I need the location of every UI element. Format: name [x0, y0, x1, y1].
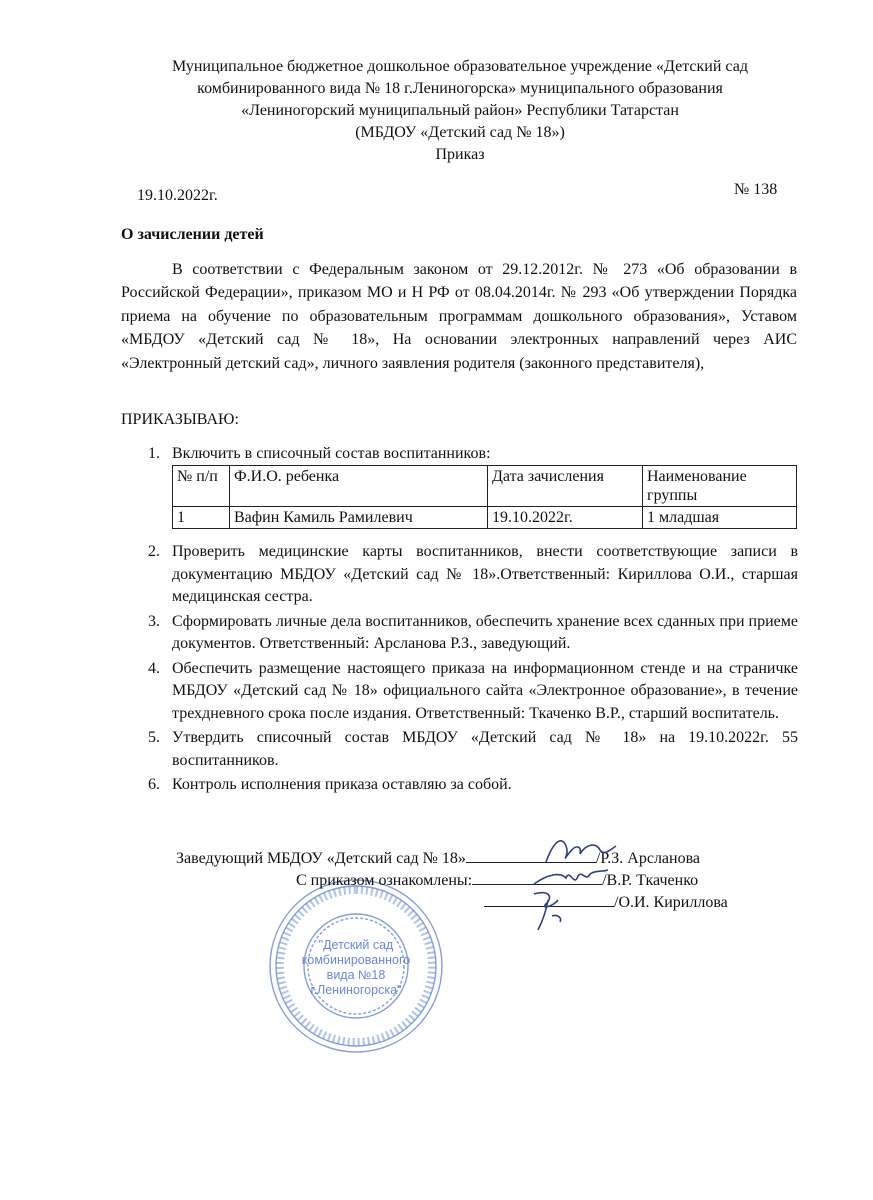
- header-line-1: Муниципальное бюджетное дошкольное образовательное учреждение «Детский сад: [172, 58, 748, 75]
- item-text: Включить в списочный состав воспитанников:: [172, 445, 491, 462]
- stamp-text-4: г.Лениногорска": [310, 983, 402, 997]
- table-header-cell: № п/п: [173, 466, 230, 507]
- ack-label: С приказом ознакомлены:: [296, 872, 473, 889]
- ack-signature-line-1: [296, 870, 698, 892]
- table-cell: 1: [173, 507, 230, 529]
- item-text: Сформировать личные дела воспитанников, обеспечить хранение всех сданных при приеме документов. Ответственный: Арсланова Р.З., заведующий.: [172, 612, 798, 652]
- table-row: [173, 507, 797, 529]
- table-cell: Вафин Камиль Рамилевич: [230, 507, 488, 529]
- children-table: [172, 465, 797, 529]
- order-subject: О зачислении детей: [121, 226, 264, 243]
- ack-name-1: /В.Р. Ткаченко: [602, 872, 699, 889]
- item-text: Утвердить списочный состав МБДОУ «Детский сад № 18» на 19.10.2022г. 55 воспитанников.: [172, 729, 798, 769]
- table-header-row: [173, 466, 797, 507]
- order-date: 19.10.2022г.: [137, 187, 218, 204]
- table-header-cell: Дата зачисления: [488, 466, 643, 507]
- preamble-text: В соответствии с Федеральным законом от 29.12.2012г. № 273 «Об образовании в Российской Федерации», приказом МО и Н РФ от 08.04.2014г. № 293 «Об утверждении Порядка приема на обучение по образовательным программам дошкольного образования», Уставом «МБДОУ «Детский сад № 18», На основании электронных направлений через АИС «Электронный детский сад», личного заявления родителя (законного представителя),: [121, 261, 797, 372]
- table-cell: 1 младшая: [643, 507, 797, 529]
- order-items-list-continued: [148, 541, 798, 799]
- item-number: 4.: [148, 659, 160, 677]
- item-number: 2.: [148, 543, 160, 560]
- item-text: Проверить медицинские карты воспитанников, внести соответствующие записи в документацию МБДОУ «Детский сад № 18».Ответственный: Кириллова О.И., старшая медицинская сестра.: [172, 543, 798, 605]
- order-item: [148, 727, 798, 772]
- head-signature-line: [176, 848, 700, 870]
- order-items-list: [148, 443, 798, 466]
- table-header-cell: Наименование группы: [643, 466, 797, 507]
- stamp-text-2: комбинированного: [301, 953, 411, 967]
- item-number: 3.: [148, 612, 160, 630]
- header-line-3: «Лениногорский муниципальный район» Республики Татарстан: [241, 102, 679, 119]
- item-number: 5.: [148, 729, 160, 746]
- ack-signature-line-2: [484, 892, 728, 914]
- document-header: [60, 56, 860, 166]
- order-item: [148, 541, 798, 609]
- header-line-2: комбинированного вида № 18 г.Лениногорска» муниципального образования: [197, 80, 723, 97]
- item-number: 6.: [148, 776, 160, 793]
- order-number: № 138: [734, 181, 778, 198]
- header-line-4: (МБДОУ «Детский сад № 18»): [355, 124, 565, 141]
- order-item: [148, 774, 798, 797]
- ack-name-2: /О.И. Кириллова: [614, 894, 728, 911]
- order-word: ПРИКАЗЫВАЮ:: [121, 411, 239, 428]
- handwritten-signature-2: [528, 886, 578, 932]
- head-label: Заведующий МБДОУ «Детский сад № 18»: [176, 850, 466, 867]
- document-type: Приказ: [435, 146, 485, 163]
- item-number: 1.: [148, 445, 160, 462]
- order-item: [148, 611, 798, 656]
- order-item: [148, 443, 798, 466]
- stamp-text-3: вида №18: [326, 968, 386, 982]
- preamble: [121, 258, 797, 375]
- item-text: Обеспечить размещение настоящего приказа на информационном стенде и на страничке МБДОУ «Детский сад № 18» официального сайта «Электронное образование», в течение трехдневного срока после издания. Ответственный: Ткаченко В.Р., старший воспитатель.: [172, 659, 798, 722]
- table-header-cell: Ф.И.О. ребенка: [230, 466, 488, 507]
- head-name: /Р.З. Арсланова: [595, 850, 701, 867]
- stamp-text-1: "Детский сад: [318, 938, 394, 952]
- order-item: [148, 658, 798, 726]
- official-stamp: [266, 876, 446, 1056]
- table-cell: 19.10.2022г.: [488, 507, 643, 529]
- item-text: Контроль исполнения приказа оставляю за собой.: [172, 776, 512, 793]
